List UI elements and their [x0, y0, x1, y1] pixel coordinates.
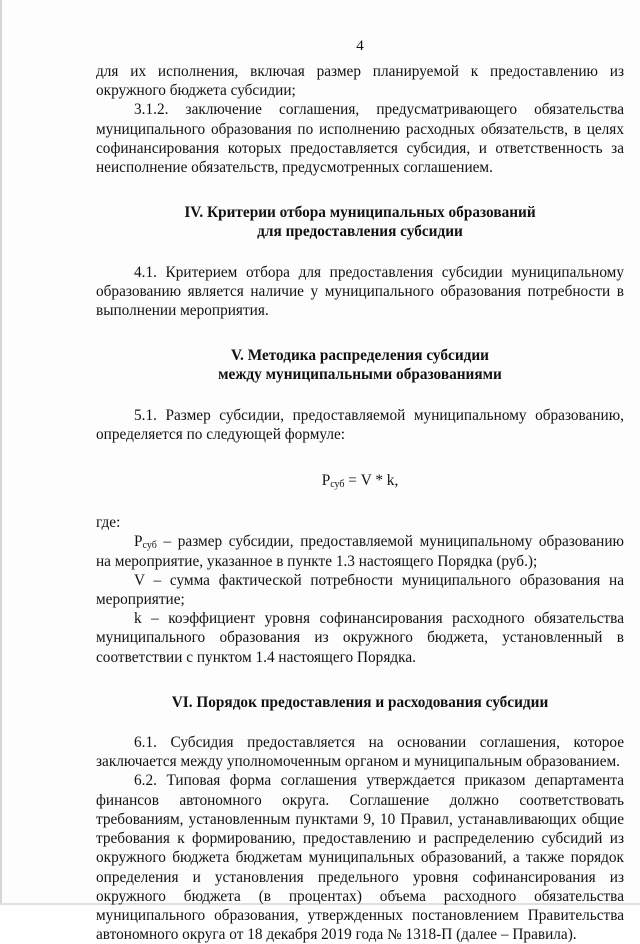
section-heading-vi: VI. Порядок предоставления и расходования субсидии — [171, 693, 549, 711]
section-heading-v-line1: V. Методика распределения субсидии — [230, 347, 489, 365]
definition-p-subscript: суб — [142, 540, 157, 552]
definition-p-sub — [96, 532, 624, 570]
formula-expression: = V * k, — [344, 472, 399, 490]
formula-symbol: P — [321, 472, 331, 490]
paragraph-5-1: 5.1. Размер субсидии, предоставляемой муниципальному образованию, определяется по следующей формуле: — [96, 406, 624, 443]
definition-p-text: – размер субсидии, предоставляемой муниципальному образованию на мероприятие, указанное в пункте 1.3 настоящего Порядка (руб.); — [96, 533, 624, 570]
paragraph-3-1-2: 3.1.2. заключение соглашения, предусматривающего обязательства муниципального образования по исполнению расходных обязательств, в целях софинансирования которых предоставляется субсидия, и ответственность за неисполнение обязательств, предусмотренных соглашением. — [96, 101, 624, 177]
definition-k: k – коэффициент уровня софинансирования расходного обязательства муниципального образования из окружного бюджета, установленный в соответствии с пунктом 1.4 настоящего Порядка. — [96, 610, 624, 666]
scan-edge-left — [0, 0, 2, 905]
definition-p-symbol: P — [134, 533, 143, 551]
paragraph-6-1: 6.1. Субсидия предоставляется на основании соглашения, которое заключается между уполномоченным органом и муниципальным образованием. — [96, 734, 624, 771]
paragraph-6-2: 6.2. Типовая форма соглашения утверждается приказом департамента финансов автономного округа. Соглашение должно соответствовать требованиям, установленным пунктами 9, 10 Правил, устанавливающих общие требования к формированию, предоставлению и распределению субсидий из окружного бюджета бюджетам муниципальных образований, а также порядок определения и установления предельного уровня софинансирования из окружного бюджета (в процентах) объема расходного обязательства муниципального образования, утвержденных постановлением Правительства автономного округа от 18 декабря 2019 года № 1318-П (далее – Правила). — [96, 772, 624, 944]
page-number: 4 — [356, 38, 364, 54]
paragraph-4-1: 4.1. Критерием отбора для предоставления субсидии муниципальному образованию является наличие у муниципального образования потребности в выполнении мероприятия. — [96, 263, 624, 320]
paragraph-continuation: для их исполнения, включая размер планируемой к предоставлению из окружного бюджета субсидии; — [96, 63, 624, 100]
definition-v: V – сумма фактической потребности муниципального образования на мероприятие; — [96, 571, 624, 609]
section-heading-iv-line2: для предоставления субсидии — [257, 223, 463, 241]
section-heading-v-line2: между муниципальными образованиями — [218, 366, 502, 384]
formula — [96, 471, 624, 490]
document-body — [96, 62, 624, 944]
formula-subscript: суб — [330, 479, 345, 491]
where-label: где: — [96, 514, 121, 532]
section-heading-iv-line1: IV. Критерии отбора муниципальных образований — [184, 204, 536, 222]
